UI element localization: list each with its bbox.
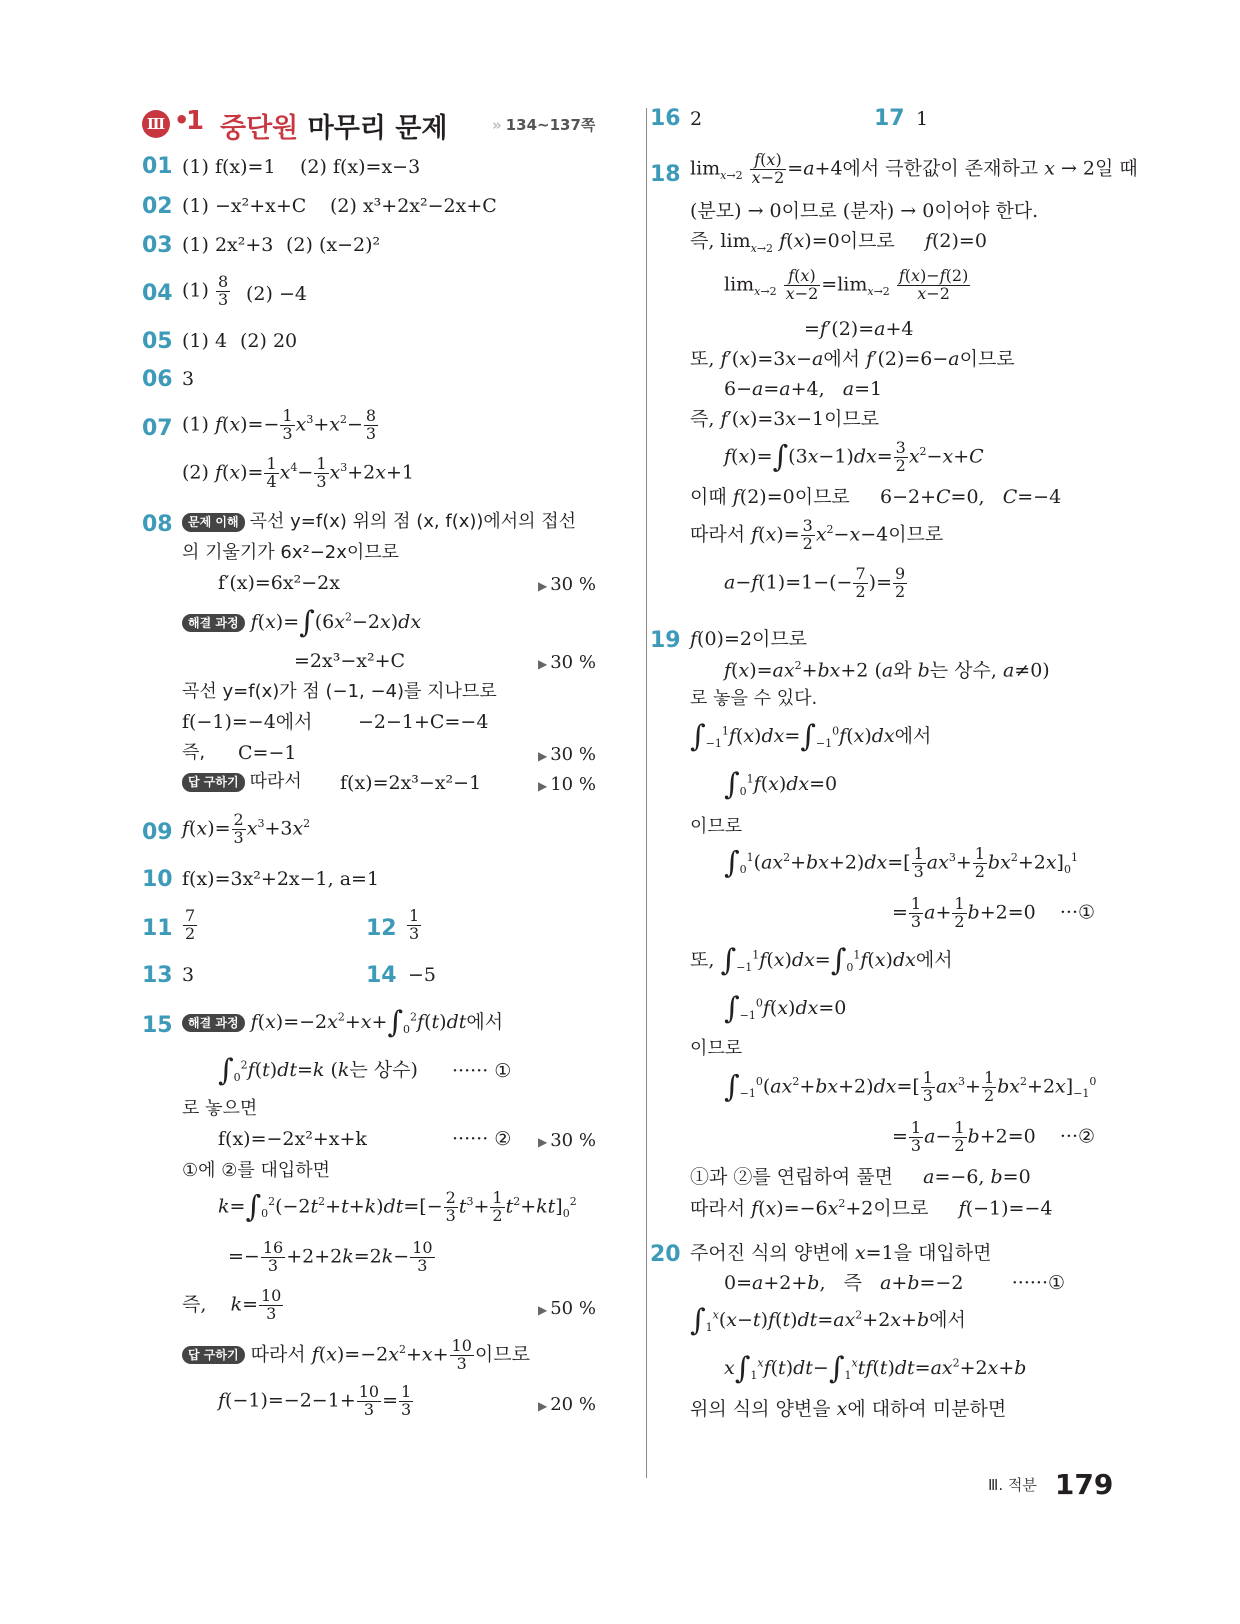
answer-text: (2) 20 [240, 330, 298, 352]
step-text: a−f(1)=1−(− $\frac{7}{2}$ )= $\frac{9}{2}$ [724, 564, 906, 601]
answer-text: (2) x³+2x²−2x+C [330, 195, 497, 217]
score-percent [538, 744, 596, 765]
circled-note: ······ ② [452, 1128, 512, 1150]
badge-process: 해결 과정 [182, 614, 245, 632]
problem-number: 08 [142, 512, 173, 537]
problem-number: 04 [142, 281, 173, 306]
step-text: 로 놓으면 [182, 1098, 258, 1119]
problem-number: 09 [142, 820, 173, 845]
step-text: f(x)=−2x²+x+k [218, 1128, 367, 1150]
step-text: = $\frac{1}{3}$ a+ $\frac{1}{2}$ b+2=0 ···① [892, 894, 1096, 931]
step-text: 0=a+2+b, 즉 a+b=−2 ······① [724, 1272, 1066, 1294]
score-text: 10 % [550, 774, 596, 795]
answer-text: 3 [182, 368, 195, 390]
step-text: C=−1 [238, 742, 297, 764]
step-text: $\lim_{x\to 2}$ $\frac{f(x)}{x-2}$ $=\lim_{x\to 2}$ $\frac{f(x)-f(2)}{x-2}$ [724, 266, 969, 303]
problem-number: 07 [142, 416, 173, 441]
step-text: 6−a=a+4, a=1 [724, 378, 883, 400]
step-text: f(−1)=−4에서 [182, 711, 313, 733]
step-text: 또, $\int_{-1}^1f(x)dx=\int_0^1f(x)dx$에서 [690, 943, 953, 978]
step-text: 위의 식의 양변을 x에 대하여 미분하면 [690, 1398, 1007, 1420]
problem-number: 17 [874, 106, 905, 131]
step-text: 곡선 y=f(x)가 점 (−1, −4)를 지나므로 [182, 681, 497, 702]
numerator: 8 [217, 272, 229, 291]
problem-number: 05 [142, 329, 173, 354]
step-text: (분모) → 0이므로 (분자) → 0이어야 한다. [690, 200, 1039, 222]
step-text: 곡선 y=f(x) 위의 점 (x, f(x))에서의 접선 [249, 511, 577, 532]
step-text: =2x³−x²+C [294, 650, 406, 672]
step-line: 해결 과정 $f(x)=\int(6x^2-2x)dx$ [182, 608, 421, 638]
step-text: 즉, k= $\frac{10}{3}$ [182, 1286, 282, 1323]
problem-number: 02 [142, 194, 173, 219]
column-divider [646, 108, 647, 1478]
badge-answer: 답 구하기 [182, 773, 245, 791]
answer-text: (2) −4 [246, 283, 307, 305]
step-text: $\lim_{x\to 2}$ $\frac{f(x)}{x-2}$ =a+4에서 극한값이 존재하고 x → 2일 때 [690, 150, 1138, 187]
step-text: $\int_0^1f(x)dx=0$ [724, 767, 838, 802]
problem-number: 18 [650, 162, 681, 187]
numerator: 1 [409, 906, 420, 925]
step-text: f(x)=2x³−x²−1 [340, 772, 482, 794]
step-text: 즉, $\lim_{x\to 2} f(x)=0$이므로 f(2)=0 [690, 230, 987, 255]
badge-answer: 답 구하기 [182, 1346, 245, 1364]
step-text: ①에 ②를 대입하면 [182, 1160, 331, 1181]
step-text: 따라서 $f(x)=-6x^2+2$이므로 f(−1)=−4 [690, 1197, 1053, 1220]
step-text: 따라서 f(x)= $\frac{3}{2}$ $x^2-x-4$이므로 [690, 516, 944, 553]
step-text: f(0)=2이므로 [690, 628, 808, 650]
answer-text: (1) f(x)=1 [182, 156, 276, 178]
answer-text: f(x)= $\frac{2}{3}$ $x^3+3x^2$ [182, 810, 311, 847]
step-text: 또, f′(x)=3x−a에서 f′(2)=6−a이므로 [690, 348, 1015, 370]
score-text: 30 % [550, 574, 596, 595]
triangle-right-icon: ▶ [538, 779, 548, 793]
badge-process: 해결 과정 [182, 1014, 245, 1032]
step-text: = $\frac{1}{3}$ a− $\frac{1}{2}$ b+2=0 ···② [892, 1118, 1096, 1155]
denominator: 3 [409, 923, 420, 943]
step-text: $x\int_1^xf(t)dt-\int_1^xtf(t)dt=ax^2+2x+b$ [724, 1351, 1027, 1386]
score-percent [538, 1298, 596, 1319]
section-title-red: 중단원 [220, 113, 299, 144]
problem-number: 14 [366, 963, 397, 988]
triangle-right-icon: ▶ [538, 1399, 548, 1413]
problem-number: 01 [142, 154, 173, 179]
page-number: 179 [1054, 1468, 1114, 1501]
step-text: $\int_1^x(x-t)f(t)dt=ax^2+2x+b$에서 [690, 1303, 966, 1338]
chevron-right-icon: » [492, 116, 502, 134]
answer-text: 2 [690, 108, 703, 130]
score-percent [538, 1394, 596, 1415]
step-text: −2−1+C=−4 [358, 711, 489, 733]
step-text: $\int_0^2f(t)dt=k$ (k는 상수) [218, 1053, 418, 1088]
step-text: $k=\int_0^2(-2t^2+t+k)dt=[-$ $\frac{2}{3}$ $t^3+$ $\frac{1}{2}$ $t^2+kt]_0^2$ [218, 1188, 577, 1225]
answer-text: 1 [916, 108, 929, 130]
unit-number: 1 [186, 106, 205, 136]
problem-number: 12 [366, 916, 397, 941]
step-text: $\int_{-1}^0f(x)dx=0$ [724, 991, 847, 1026]
step-line: 해결 과정 $f(x)=-2x^2+x+\int_0^2f(t)dt$에서 [182, 1008, 503, 1038]
step-text: 이므로 [690, 1038, 743, 1059]
answer-text: (2) (x−2)² [286, 234, 381, 256]
step-text: 로 놓을 수 있다. [690, 688, 818, 709]
answer-text: f(x)=3x²+2x−1, a=1 [182, 868, 380, 890]
step-text: f(x)=∫(3x−1)dx= $\frac{3}{2}$ $x^2-x+C$ [724, 438, 984, 475]
step-text: 이므로 [690, 816, 743, 837]
answer-text: 3 [182, 964, 195, 986]
answer-text [406, 908, 422, 943]
problem-number: 06 [142, 367, 173, 392]
answer-text: (1) 4 [182, 330, 228, 352]
step-text: 이때 f(2)=0이므로 6−2+C=0, C=−4 [690, 486, 1062, 508]
step-text: =− $\frac{16}{3}$ +2+2k=2k− $\frac{10}{3}$ [228, 1238, 433, 1275]
page-range [492, 114, 595, 135]
step-text: 따라서 [249, 771, 302, 792]
circled-note: ······ ① [452, 1060, 512, 1082]
score-text: 30 % [550, 744, 596, 765]
answer-text [182, 908, 198, 943]
unit-badge: Ⅲ [142, 110, 170, 138]
problem-number: 16 [650, 106, 681, 131]
problem-number: 11 [142, 916, 173, 941]
answer-text: (1) −x²+x+C [182, 195, 307, 217]
problem-number: 10 [142, 867, 173, 892]
step-line: 답 구하기 따라서 $f(x)=-2x^2+x+$ $\frac{10}{3}$ 이므로 [182, 1338, 530, 1373]
triangle-right-icon: ▶ [538, 1303, 548, 1317]
triangle-right-icon: ▶ [538, 1135, 548, 1149]
score-percent [538, 574, 596, 595]
problem-number: 03 [142, 233, 173, 258]
step-text: f(−1)=−2−1+ $\frac{10}{3}$ = $\frac{1}{3}$ [218, 1382, 412, 1419]
answer-text: (1) f(x)=− $\frac{1}{3}$ $x^3+x^2-$ $\frac{8}{3}$ [182, 406, 377, 443]
answer-text: −5 [408, 964, 437, 986]
problem-number: 20 [650, 1242, 681, 1267]
step-text: 즉, [182, 742, 206, 763]
score-percent [538, 1130, 596, 1151]
section-title [220, 106, 447, 145]
score-percent [538, 774, 596, 795]
step-text: $\int_0^1(ax^2+bx+2)dx=$[ $\frac{1}{3}$ $ax^3+$ $\frac{1}{2}$ $bx^2+2x]_0^1$ [724, 844, 1078, 881]
step-text: 의 기울기가 6x²−2x이므로 [182, 542, 400, 563]
problem-number: 13 [142, 963, 173, 988]
problem-number: 15 [142, 1013, 173, 1038]
section-title-black: 마무리 문제 [298, 113, 448, 144]
step-line [182, 772, 302, 792]
step-text: f′(x)=6x²−2x [218, 572, 340, 594]
score-text: 50 % [550, 1298, 596, 1319]
numerator: 7 [185, 906, 196, 925]
step-text: =f′(2)=a+4 [804, 318, 914, 340]
fraction [216, 274, 230, 309]
score-text: 20 % [550, 1394, 596, 1415]
badge-understand: 문제 이해 [182, 513, 245, 531]
step-text: 주어진 식의 양변에 x=1을 대입하면 [690, 1242, 992, 1264]
unit-label: Ⅲ. 적분 [988, 1476, 1037, 1494]
answer-label: (1) [182, 279, 209, 302]
score-text: 30 % [550, 1130, 596, 1151]
answer-text: (2) f(x)= $\frac{1}{4}$ $x^4-$ $\frac{1}{3}$ $x^3+2x+1$ [182, 454, 414, 491]
denominator: 3 [217, 289, 229, 309]
score-percent [538, 652, 596, 673]
denominator: 2 [185, 923, 196, 943]
step-line [182, 512, 576, 532]
header-dot: • [174, 106, 190, 134]
page-range-text: 134~137쪽 [505, 116, 596, 134]
answer-text: (2) f(x)=x−3 [300, 156, 421, 178]
step-text: ①과 ②를 연립하여 풀면 a=−6, b=0 [690, 1166, 1031, 1188]
triangle-right-icon: ▶ [538, 579, 548, 593]
triangle-right-icon: ▶ [538, 657, 548, 671]
answer-text [182, 274, 231, 309]
triangle-right-icon: ▶ [538, 749, 548, 763]
page-footer [988, 1468, 1113, 1501]
step-text: $\int_{-1}^0(ax^2+bx+2)dx=$[ $\frac{1}{3}$ $ax^3+$ $\frac{1}{2}$ $bx^2+2x]_{-1}^0$ [724, 1068, 1097, 1105]
step-text: 즉, f′(x)=3x−1이므로 [690, 408, 880, 430]
step-text: $f(x)=ax^2+bx+2$ (a와 b는 상수, a≠0) [724, 659, 1050, 682]
answer-text: (1) 2x²+3 [182, 234, 274, 256]
problem-number: 19 [650, 628, 681, 653]
score-text: 30 % [550, 652, 596, 673]
step-text: $\int_{-1}^1f(x)dx=\int_{-1}^0f(x)dx$에서 [690, 719, 932, 754]
